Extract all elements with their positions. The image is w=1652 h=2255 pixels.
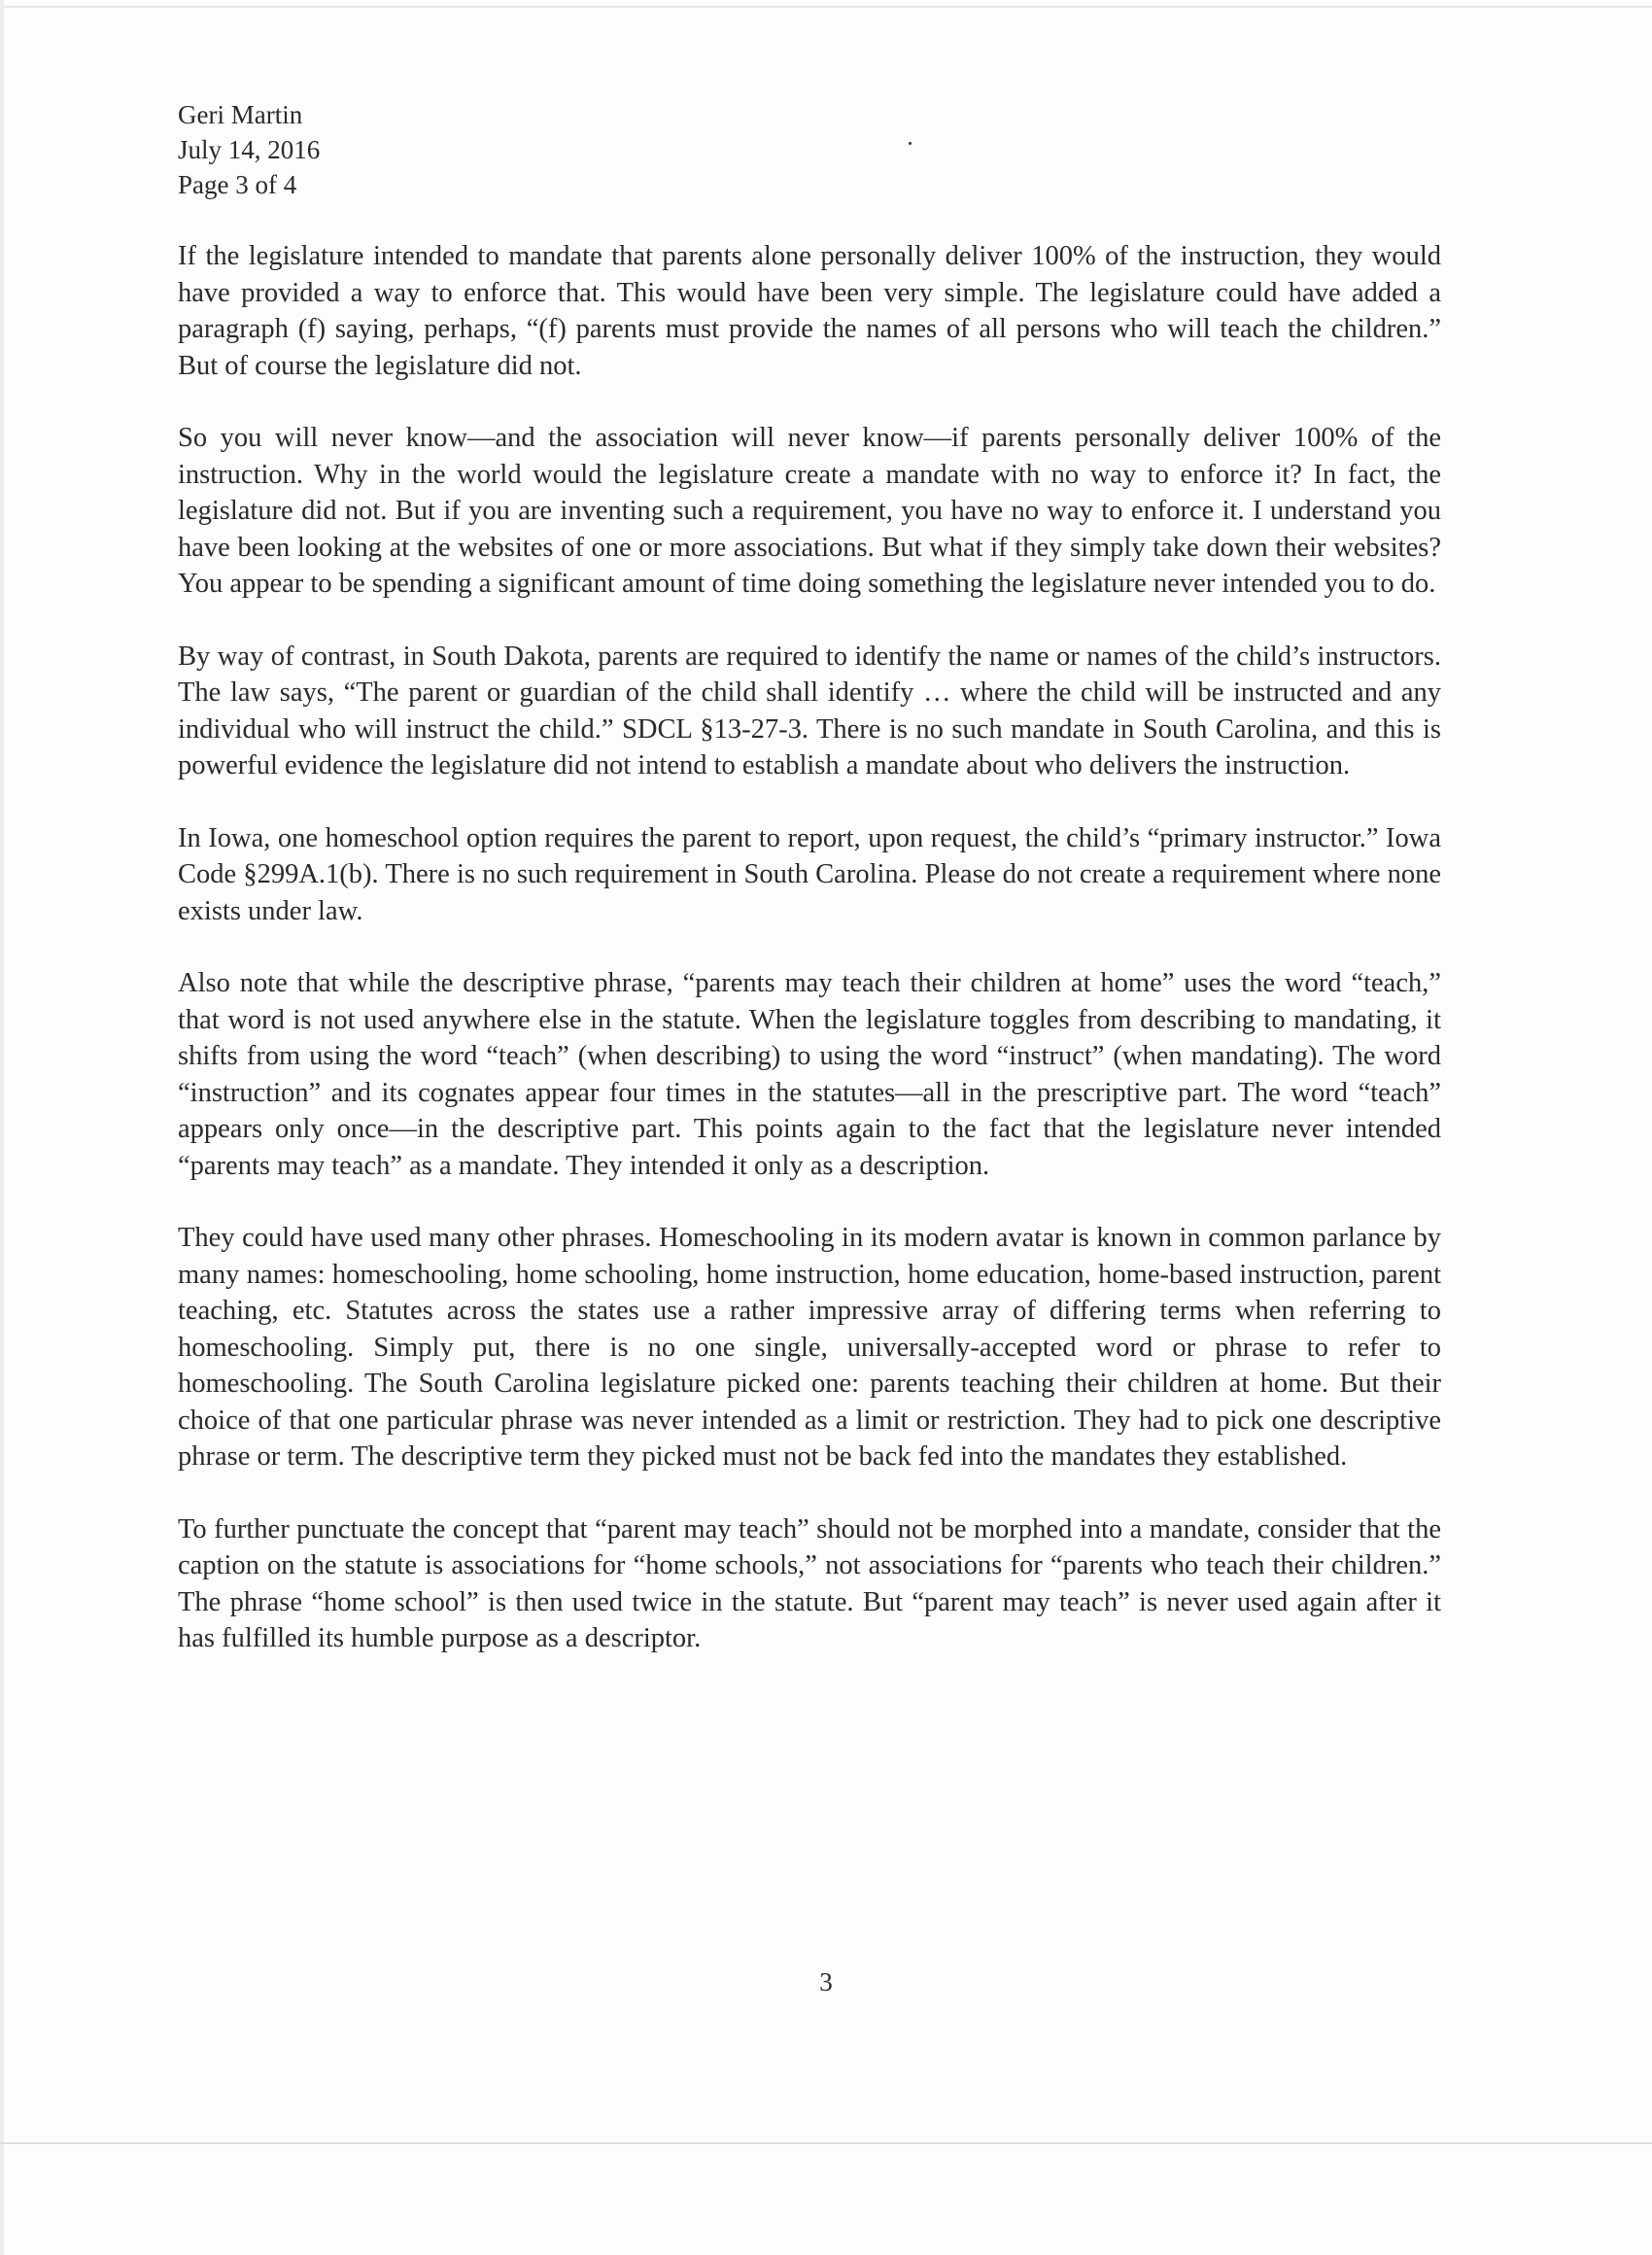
paragraph: So you will never know—and the association will never know—if parents personally deliver 100% of the instruction. Why in the world would the legislature create a mandate with no way to enforce it? In fact, the legislature did not. But if you are inventing such a requirement, you have no way to enforce it. I understand you have been looking at the websites of one or more associations. But what if they simply take down their websites? You appear to be spending a significant amount of time doing something the legislature never intended you to do.	[178, 423, 1441, 599]
paragraph: They could have used many other phrases. Homeschooling in its modern avatar is known in common parlance by many names: homeschooling, home schooling, home instruction, home education, home-based instruction, parent teaching, etc. Statutes across the states use a rather impressive array of differing terms when referring to homeschooling. Simply put, there is no one single, universally-accepted word or phrase to refer to homeschooling. The South Carolina legislature picked one: parents teaching their children at home. But their choice of that one particular phrase was never intended as a limit or restriction. They had to pick one descriptive phrase or term. The descriptive term they picked must not be back fed into the mandates they established.	[178, 1223, 1441, 1472]
paragraph: To further punctuate the concept that “parent may teach” should not be morphed into a mandate, consider that the caption on the statute is associations for “home schools,” not associations for “parents who teach their children.” The phrase “home school” is then used twice in the statute. But “parent may teach” is never used again after it has fulfilled its humble purpose as a descriptor.	[178, 1513, 1441, 1653]
letter-header	[178, 97, 320, 202]
paragraph: Also note that while the descriptive phrase, “parents may teach their children at home” uses the word “teach,” that word is not used anywhere else in the statute. When the legislature toggles from describing to mandating, it shifts from using the word “teach” (when describing) to using the word “instruct” (when mandating). The word “instruction” and its cognates appear four times in the statutes—all in the prescriptive part. The word “teach” appears only once—in the descriptive part. This points again to the fact that the legislature never intended “parents may teach” as a mandate. They intended it only as a description.	[178, 968, 1441, 1181]
scan-edge-bottom	[0, 2142, 1652, 2144]
paragraph: By way of contrast, in South Dakota, parents are required to identify the name or names of the child’s instructors. The law says, “The parent or guardian of the child shall identify … where the child will be instructed and any individual who will instruct the child.” SDCL §13-27-3. There is no such mandate in South Carolina, and this is powerful evidence the legislature did not intend to establish a mandate about who delivers the instruction.	[178, 641, 1441, 781]
scan-edge-left	[0, 0, 4, 2255]
page-number: 3	[819, 1967, 833, 1996]
scan-edge-top	[0, 6, 1652, 8]
letter-date: July 14, 2016	[178, 135, 321, 164]
page-label: Page 3 of 4	[178, 170, 297, 199]
author-name: Geri Martin	[178, 100, 303, 129]
paragraph: If the legislature intended to mandate that parents alone personally deliver 100% of the instruction, they would have provided a way to enforce that. This would have been very simple. The legislature could have added a paragraph (f) saying, perhaps, “(f) parents must provide the names of all persons who will teach the children.” But of course the legislature did not.	[178, 241, 1441, 381]
scan-speck	[909, 142, 912, 145]
letter-body	[178, 238, 1441, 1693]
paragraph: In Iowa, one homeschool option requires the parent to report, upon request, the child’s “primary instructor.” Iowa Code §299A.1(b). There is no such requirement in South Carolina. Please do not create a requirement where none exists under law.	[178, 822, 1441, 926]
